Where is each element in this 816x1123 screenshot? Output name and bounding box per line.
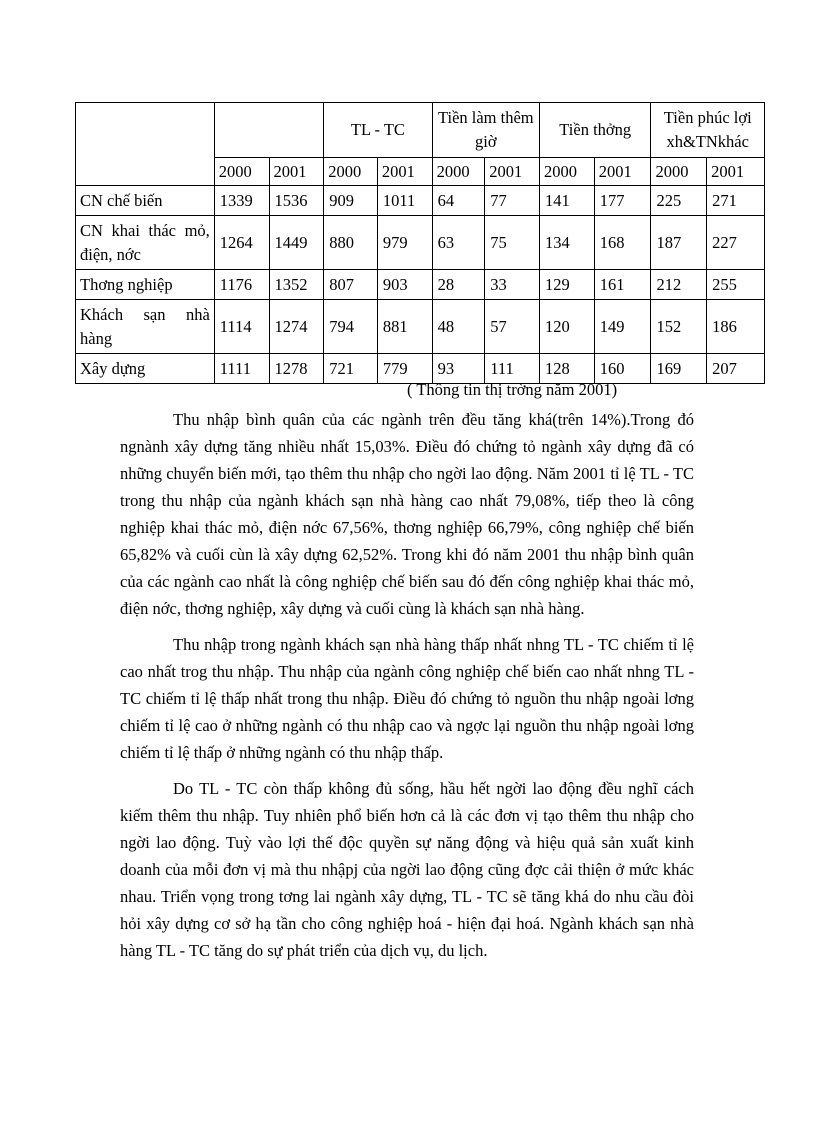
- value-cell: 160: [594, 354, 651, 384]
- header-overtime: Tiền làm thêm giờ: [432, 103, 539, 158]
- header-welfare: Tiền phúc lợi xh&TNkhác: [651, 103, 765, 158]
- value-cell: 225: [651, 186, 707, 216]
- year-cell: 2000: [324, 158, 378, 186]
- table-header-row: [76, 103, 765, 158]
- header-bonus: Tiền thởng: [540, 103, 651, 158]
- table-row: [76, 216, 765, 270]
- year-cell: 2001: [485, 158, 540, 186]
- value-cell: 1111: [214, 354, 269, 384]
- value-cell: 1536: [269, 186, 324, 216]
- value-cell: 75: [485, 216, 540, 270]
- source-note: ( Thông tin thị trờng năm 2001): [407, 380, 618, 399]
- value-cell: 161: [594, 270, 651, 300]
- row-label: Thơng nghiệp: [76, 270, 215, 300]
- value-cell: 64: [432, 186, 485, 216]
- value-cell: 177: [594, 186, 651, 216]
- value-cell: 881: [377, 300, 432, 354]
- value-cell: 141: [540, 186, 595, 216]
- value-cell: 187: [651, 216, 707, 270]
- year-cell: 2001: [269, 158, 324, 186]
- income-table: [75, 102, 765, 384]
- year-cell: 2000: [651, 158, 707, 186]
- year-cell: 2001: [707, 158, 765, 186]
- year-cell: 2001: [594, 158, 651, 186]
- paragraph: Thu nhập bình quân của các ngành trên đều tăng khá(trên 14%).Trong đó ngnành xây dựng tăng nhiều nhất 15,03%. Điều đó chứng tỏ ngành xây dựng đã có những chuyển biến mới, tạo thêm thu nhập cho ngời lao động. Năm 2001 tỉ lệ TL - TC trong thu nhập của ngành khách sạn nhà hàng cao nhất 79,08%, tiếp theo là công nghiệp khai thác mỏ, điện nớc 67,56%, thơng nghiệp 66,79%, công nghiệp chế biến 65,82% và cuối cùn là xây dựng 62,52%. Trong khi đó năm 2001 thu nhập bình quân của các ngành cao nhất là công nghiệp chế biến sau đó đến công nghiệp khai thác mỏ, điện nớc, thơng nghiệp, xây dựng và cuối cùng là khách sạn nhà hàng.: [120, 410, 694, 618]
- value-cell: 979: [377, 216, 432, 270]
- value-cell: 909: [324, 186, 378, 216]
- body-text: [120, 406, 694, 973]
- value-cell: 255: [707, 270, 765, 300]
- value-cell: 128: [540, 354, 595, 384]
- value-cell: 77: [485, 186, 540, 216]
- value-cell: 1339: [214, 186, 269, 216]
- value-cell: 271: [707, 186, 765, 216]
- value-cell: 1011: [377, 186, 432, 216]
- value-cell: 152: [651, 300, 707, 354]
- row-label: CN khai thác mỏ, điện, nớc: [76, 216, 215, 270]
- value-cell: 880: [324, 216, 378, 270]
- value-cell: 169: [651, 354, 707, 384]
- value-cell: 207: [707, 354, 765, 384]
- value-cell: 111: [485, 354, 540, 384]
- table-row: [76, 354, 765, 384]
- paragraph: Do TL - TC còn thấp không đủ sống, hầu hết ngời lao động đều nghĩ cách kiếm thêm thu nhập. Tuy nhiên phổ biến hơn cả là các đơn vị tạo thêm thu nhập cho ngời lao động. Tuỳ vào lợi thế độc quyền sự năng động và hiệu quả sản xuất kinh doanh của mỗi đơn vị mà thu nhậpj của ngời lao động cũng đợc cải thiện ở mức khác nhau. Triển vọng trong tơng lai ngành xây dựng, TL - TC sẽ tăng khá do nhu cầu đòi hỏi xây dựng cơ sở hạ tần cho công nghiệp hoá - hiện đại hoá. Ngành khách sạn nhà hàng TL - TC tăng do sự phát triển của dịch vụ, du lịch.: [120, 779, 694, 960]
- paragraph: Thu nhập trong ngành khách sạn nhà hàng thấp nhất nhng TL - TC chiếm tỉ lệ cao nhất trog thu nhập. Thu nhập của ngành công nghiệp chế biến cao nhất nhng TL - TC chiếm tỉ lệ thấp nhất trong thu nhập. Điều đó chứng tỏ nguồn thu nhập ngoài lơng chiếm tỉ lệ cao ở những ngành có thu nhập cao và ngợc lại nguồn thu nhập ngoài lơng chiếm tỉ lệ thấp ở những ngành có thu nhập thấp.: [120, 635, 694, 762]
- value-cell: 1114: [214, 300, 269, 354]
- header-salary: TL - TC: [324, 103, 432, 158]
- table-row: [76, 186, 765, 216]
- value-cell: 48: [432, 300, 485, 354]
- value-cell: 807: [324, 270, 378, 300]
- value-cell: 129: [540, 270, 595, 300]
- value-cell: 903: [377, 270, 432, 300]
- value-cell: 227: [707, 216, 765, 270]
- value-cell: 212: [651, 270, 707, 300]
- value-cell: 186: [707, 300, 765, 354]
- row-label: CN chế biến: [76, 186, 215, 216]
- value-cell: 779: [377, 354, 432, 384]
- value-cell: 721: [324, 354, 378, 384]
- table-row: [76, 270, 765, 300]
- value-cell: 120: [540, 300, 595, 354]
- value-cell: 149: [594, 300, 651, 354]
- year-cell: 2000: [214, 158, 269, 186]
- header-corner-cell: [76, 103, 215, 186]
- value-cell: 134: [540, 216, 595, 270]
- table-row: [76, 300, 765, 354]
- row-label: Khách sạn nhà hàng: [76, 300, 215, 354]
- value-cell: 1449: [269, 216, 324, 270]
- year-cell: 2000: [432, 158, 485, 186]
- value-cell: 1176: [214, 270, 269, 300]
- value-cell: 1274: [269, 300, 324, 354]
- value-cell: 93: [432, 354, 485, 384]
- value-cell: 168: [594, 216, 651, 270]
- value-cell: 33: [485, 270, 540, 300]
- row-label: Xây dựng: [76, 354, 215, 384]
- value-cell: 1264: [214, 216, 269, 270]
- value-cell: 63: [432, 216, 485, 270]
- value-cell: 1278: [269, 354, 324, 384]
- value-cell: 28: [432, 270, 485, 300]
- year-cell: 2000: [540, 158, 595, 186]
- year-cell: 2001: [377, 158, 432, 186]
- value-cell: 57: [485, 300, 540, 354]
- value-cell: 1352: [269, 270, 324, 300]
- header-income: [214, 103, 323, 158]
- value-cell: 794: [324, 300, 378, 354]
